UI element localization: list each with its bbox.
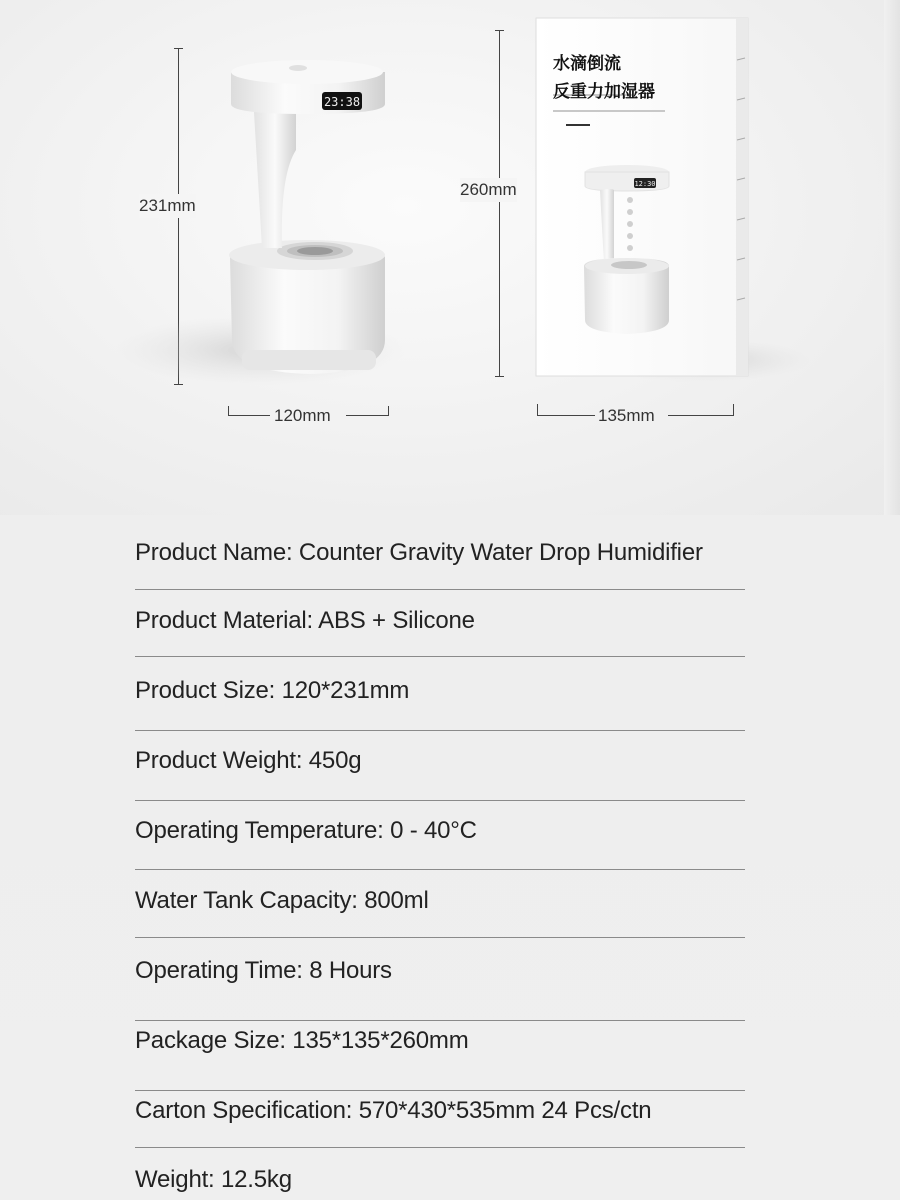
- package-title-line2: 反重力加湿器: [553, 82, 655, 102]
- humidifier-illustration: [0, 0, 900, 515]
- spec-product-weight: Product Weight: 450g: [135, 747, 362, 774]
- product-clock-display: 23:38: [323, 95, 361, 109]
- package-title-line1: 水滴倒流: [553, 54, 621, 74]
- spec-divider: [135, 589, 745, 590]
- product-height-label: 231mm: [139, 194, 196, 218]
- spec-divider: [135, 730, 745, 731]
- spec-operating-temperature: Operating Temperature: 0 - 40°C: [135, 817, 477, 844]
- box-clock-display: 12:30: [634, 180, 656, 188]
- spec-divider: [135, 656, 745, 657]
- package-width-label: 135mm: [598, 406, 655, 425]
- package-height-label: 260mm: [460, 178, 517, 202]
- product-width-label: 120mm: [274, 406, 331, 425]
- spec-divider: [135, 1090, 745, 1091]
- spec-weight: Weight: 12.5kg: [135, 1166, 292, 1193]
- spec-divider: [135, 1020, 745, 1021]
- spec-divider: [135, 869, 745, 870]
- spec-operating-time: Operating Time: 8 Hours: [135, 957, 392, 984]
- spec-divider: [135, 800, 745, 801]
- spec-carton-specification: Carton Specification: 570*430*535mm 24 Pcs/ctn: [135, 1097, 652, 1124]
- product-photo: [0, 0, 900, 515]
- spec-package-size: Package Size: 135*135*260mm: [135, 1027, 469, 1054]
- spec-water-tank-capacity: Water Tank Capacity: 800ml: [135, 887, 429, 914]
- spec-product-name: Product Name: Counter Gravity Water Drop Humidifier: [135, 539, 703, 566]
- spec-product-size: Product Size: 120*231mm: [135, 677, 410, 704]
- spec-divider: [135, 937, 745, 938]
- spec-divider: [135, 1147, 745, 1148]
- spec-product-material: Product Material: ABS + Silicone: [135, 607, 475, 634]
